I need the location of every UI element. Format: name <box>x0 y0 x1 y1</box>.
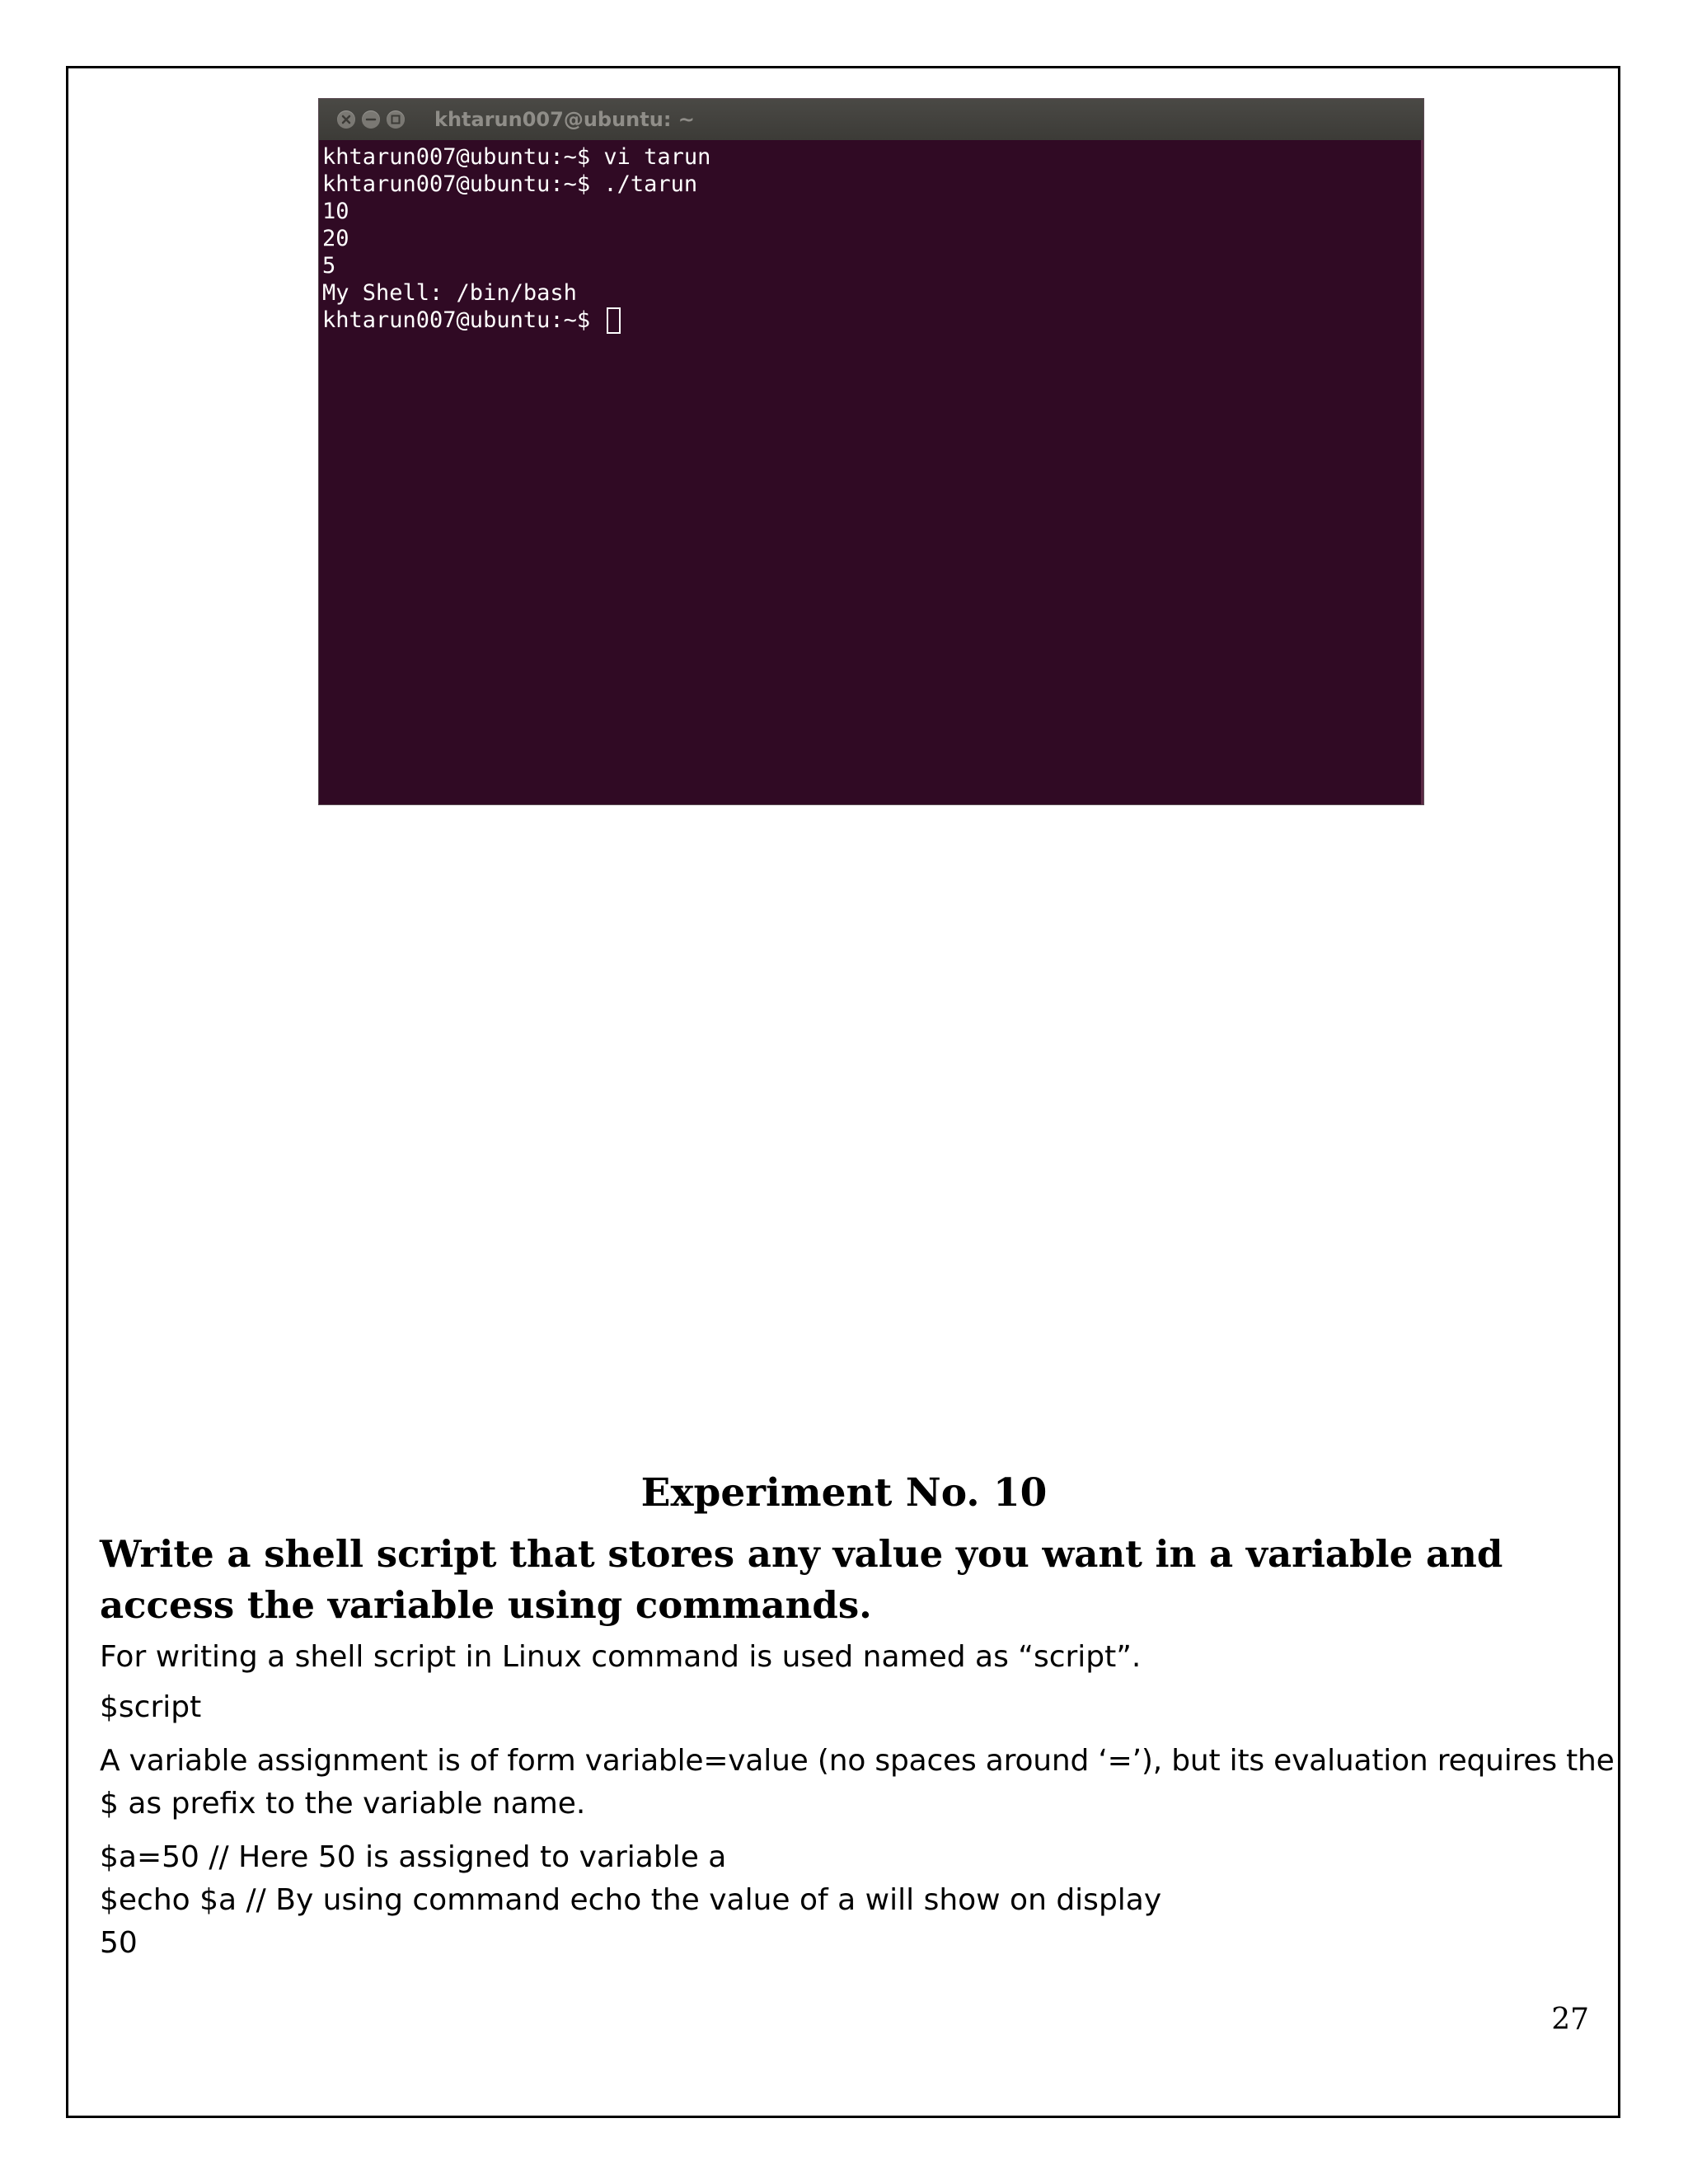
terminal-edge <box>1421 140 1423 804</box>
terminal-screenshot <box>319 99 1423 804</box>
terminal-line: My Shell: /bin/bash <box>322 280 577 306</box>
task-title: Write a shell script that stores any value you want in a variable and access the variable using commands. <box>100 1532 1503 1627</box>
paragraph: $ as prefix to the variable name. <box>100 1787 586 1821</box>
terminal-line: 5 <box>322 253 336 279</box>
experiment-heading: Experiment No. 10 <box>640 1470 1048 1516</box>
command-line: $a=50 // Here 50 is assigned to variable a <box>100 1840 727 1874</box>
paragraph: For writing a shell script in Linux command is used named as “script”. <box>100 1640 1142 1674</box>
terminal-prompt: khtarun007@ubuntu:~$ <box>322 307 604 333</box>
command-line: $echo $a // By using command echo the value of a will show on display <box>100 1883 1162 1917</box>
page-number: 27 <box>1551 2003 1589 2036</box>
terminal-output[interactable] <box>322 143 1423 804</box>
terminal-line: khtarun007@ubuntu:~$ ./tarun <box>322 171 698 197</box>
terminal-title: khtarun007@ubuntu: ~ <box>434 108 695 131</box>
close-icon[interactable] <box>337 110 355 129</box>
terminal-line: khtarun007@ubuntu:~$ vi tarun <box>322 144 711 170</box>
minimize-icon[interactable] <box>362 110 380 129</box>
maximize-icon[interactable] <box>387 110 405 129</box>
terminal-cursor <box>607 307 621 334</box>
terminal-line: 10 <box>322 199 349 224</box>
paragraph: A variable assignment is of form variable=value (no spaces around ‘=’), but its evaluation requires the <box>100 1744 1615 1778</box>
terminal-line: 20 <box>322 226 349 251</box>
terminal-prompt-line <box>322 307 1423 334</box>
terminal-titlebar <box>319 99 1423 140</box>
command-line: $script <box>100 1690 202 1724</box>
output-line: 50 <box>100 1926 138 1960</box>
